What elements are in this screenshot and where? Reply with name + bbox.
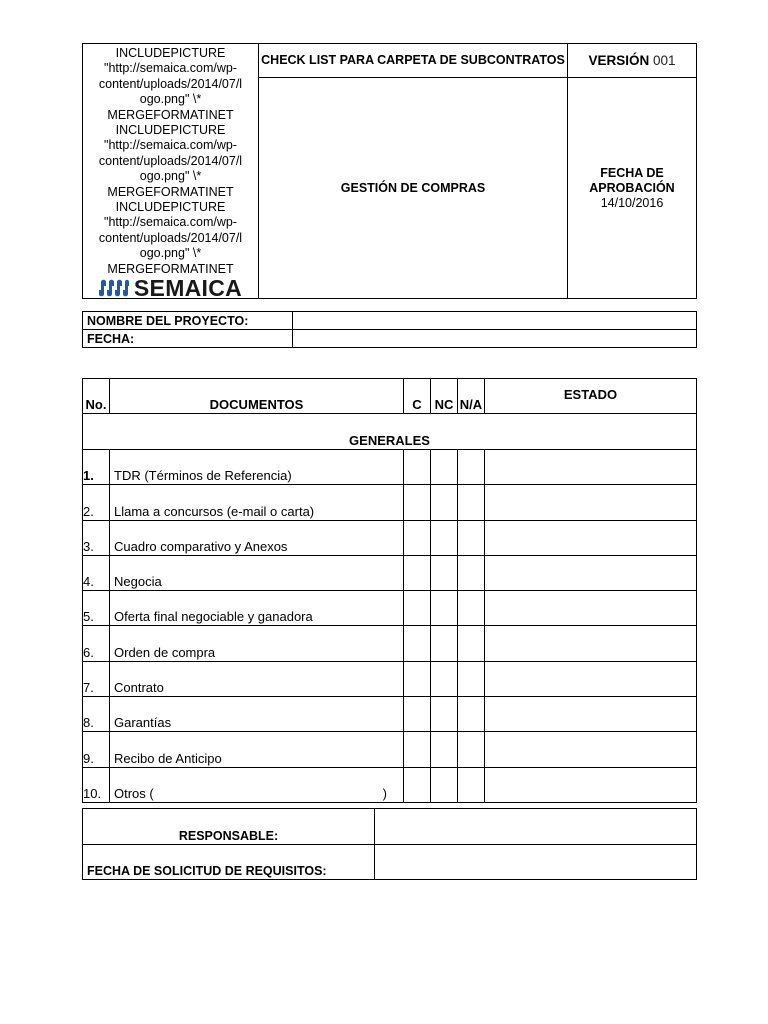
header-na: N/A: [458, 379, 485, 414]
include-picture-line: content/uploads/2014/07/l: [98, 230, 243, 245]
include-picture-line: ogo.png" \*: [139, 169, 202, 184]
row-status-cell[interactable]: [485, 450, 697, 485]
logo-wordmark: SEMAICA: [133, 275, 243, 302]
row-document: Oferta final negociable y ganadora: [110, 591, 404, 626]
row-c-cell[interactable]: [404, 661, 431, 696]
row-number: 5.: [83, 591, 110, 626]
include-picture-line: INCLUDEPICTURE: [115, 46, 226, 60]
row-document: TDR (Términos de Referencia): [110, 450, 404, 485]
row-status-cell[interactable]: [485, 697, 697, 732]
project-name-field[interactable]: [293, 312, 697, 330]
checklist-row: [83, 732, 697, 767]
version-value: 001: [653, 53, 676, 69]
row-na-cell[interactable]: [458, 591, 485, 626]
semaica-logo-icon: [99, 278, 129, 298]
row-status-cell[interactable]: [485, 732, 697, 767]
row-document-other[interactable]: [110, 767, 404, 802]
row-number: 3.: [83, 520, 110, 555]
document-subtitle: GESTIÓN DE COMPRAS: [259, 78, 568, 299]
request-date-label: FECHA DE SOLICITUD DE REQUISITOS:: [83, 844, 375, 880]
include-picture-line: "http://semaica.com/wp-: [104, 138, 237, 153]
row-nc-cell[interactable]: [431, 591, 458, 626]
logo-cell: [83, 44, 259, 302]
row-c-cell[interactable]: [404, 732, 431, 767]
checklist-row: [83, 450, 697, 485]
row-na-cell[interactable]: [458, 450, 485, 485]
row-nc-cell[interactable]: [431, 520, 458, 555]
row-na-cell[interactable]: [458, 767, 485, 802]
row-na-cell[interactable]: [458, 485, 485, 520]
row-c-cell[interactable]: [404, 520, 431, 555]
row-na-cell[interactable]: [458, 697, 485, 732]
row-document: Recibo de Anticipo: [110, 732, 404, 767]
document-title: CHECK LIST PARA CARPETA DE SUBCONTRATOS: [259, 44, 568, 78]
signature-table: [82, 808, 697, 880]
row-number: 10.: [83, 767, 110, 802]
project-name-label: NOMBRE DEL PROYECTO:: [83, 312, 293, 330]
header-documents: DOCUMENTOS: [110, 379, 404, 414]
row-nc-cell[interactable]: [431, 450, 458, 485]
checklist-row: [83, 555, 697, 590]
checklist-row: [83, 661, 697, 696]
row-na-cell[interactable]: [458, 661, 485, 696]
row-number: 9.: [83, 732, 110, 767]
project-info-table: [82, 311, 697, 348]
row-nc-cell[interactable]: [431, 767, 458, 802]
header-no: No.: [83, 379, 110, 414]
row-na-cell[interactable]: [458, 626, 485, 661]
checklist-header-row: [83, 379, 697, 414]
row-na-cell[interactable]: [458, 555, 485, 590]
row-number: 6.: [83, 626, 110, 661]
row-document: Negocia: [110, 555, 404, 590]
row-c-cell[interactable]: [404, 555, 431, 590]
checklist-row: [83, 485, 697, 520]
row-c-cell[interactable]: [404, 697, 431, 732]
row-number: 1.: [83, 450, 110, 485]
row-document: Cuadro comparativo y Anexos: [110, 520, 404, 555]
include-picture-line: content/uploads/2014/07/l: [98, 76, 243, 91]
row-nc-cell[interactable]: [431, 661, 458, 696]
row-status-cell[interactable]: [485, 485, 697, 520]
project-date-field[interactable]: [293, 330, 697, 348]
include-picture-line: "http://semaica.com/wp-: [104, 215, 237, 230]
row-number: 2.: [83, 485, 110, 520]
row-na-cell[interactable]: [458, 520, 485, 555]
include-picture-line: INCLUDEPICTURE: [115, 200, 226, 215]
row-number: 8.: [83, 697, 110, 732]
approval-label: FECHA DE APROBACIÓN: [589, 165, 675, 195]
row-status-cell[interactable]: [485, 767, 697, 802]
include-picture-line: MERGEFORMATINET: [107, 184, 234, 199]
approval-date: 14/10/2016: [600, 195, 664, 210]
section-row: [83, 414, 697, 450]
include-picture-line: content/uploads/2014/07/l: [98, 153, 243, 168]
checklist-row: [83, 767, 697, 802]
header-status: ESTADO: [485, 379, 697, 414]
row-c-cell[interactable]: [404, 591, 431, 626]
row-status-cell[interactable]: [485, 591, 697, 626]
version-cell: [568, 44, 697, 78]
include-picture-line: ogo.png" \*: [139, 92, 202, 107]
responsible-label: RESPONSABLE:: [83, 809, 375, 845]
include-picture-line: INCLUDEPICTURE: [115, 123, 226, 138]
row-status-cell[interactable]: [485, 520, 697, 555]
other-close-label: ): [382, 785, 387, 801]
row-document: Contrato: [110, 661, 404, 696]
header-c: C: [404, 379, 431, 414]
row-document: Orden de compra: [110, 626, 404, 661]
row-nc-cell[interactable]: [431, 555, 458, 590]
approval-cell: [568, 78, 697, 299]
header-nc: NC: [431, 379, 458, 414]
row-nc-cell[interactable]: [431, 485, 458, 520]
checklist-row: [83, 697, 697, 732]
include-picture-line: MERGEFORMATINET: [107, 261, 234, 276]
include-picture-line: "http://semaica.com/wp-: [104, 61, 237, 76]
document-header: [82, 43, 697, 302]
row-nc-cell[interactable]: [431, 732, 458, 767]
checklist-row: [83, 626, 697, 661]
include-picture-line: ogo.png" \*: [139, 246, 202, 261]
row-document: Garantías: [110, 697, 404, 732]
checklist-table: [82, 378, 697, 803]
semaica-logo: [83, 275, 258, 302]
project-date-label: FECHA:: [83, 330, 293, 348]
row-c-cell[interactable]: [404, 450, 431, 485]
responsible-field[interactable]: [375, 809, 697, 845]
row-na-cell[interactable]: [458, 732, 485, 767]
row-nc-cell[interactable]: [431, 697, 458, 732]
row-c-cell[interactable]: [404, 767, 431, 802]
checklist-row: [83, 591, 697, 626]
row-nc-cell[interactable]: [431, 626, 458, 661]
row-status-cell[interactable]: [485, 626, 697, 661]
request-date-field[interactable]: [375, 844, 697, 880]
section-generales: GENERALES: [83, 414, 697, 450]
row-c-cell[interactable]: [404, 626, 431, 661]
row-number: 4.: [83, 555, 110, 590]
row-number: 7.: [83, 661, 110, 696]
row-document: Llama a concursos (e-mail o carta): [110, 485, 404, 520]
row-c-cell[interactable]: [404, 485, 431, 520]
row-status-cell[interactable]: [485, 661, 697, 696]
other-open-label: Otros (: [114, 785, 154, 801]
checklist-row: [83, 520, 697, 555]
version-label: VERSIÓN: [588, 53, 650, 69]
row-status-cell[interactable]: [485, 555, 697, 590]
include-picture-line: MERGEFORMATINET: [107, 107, 234, 122]
